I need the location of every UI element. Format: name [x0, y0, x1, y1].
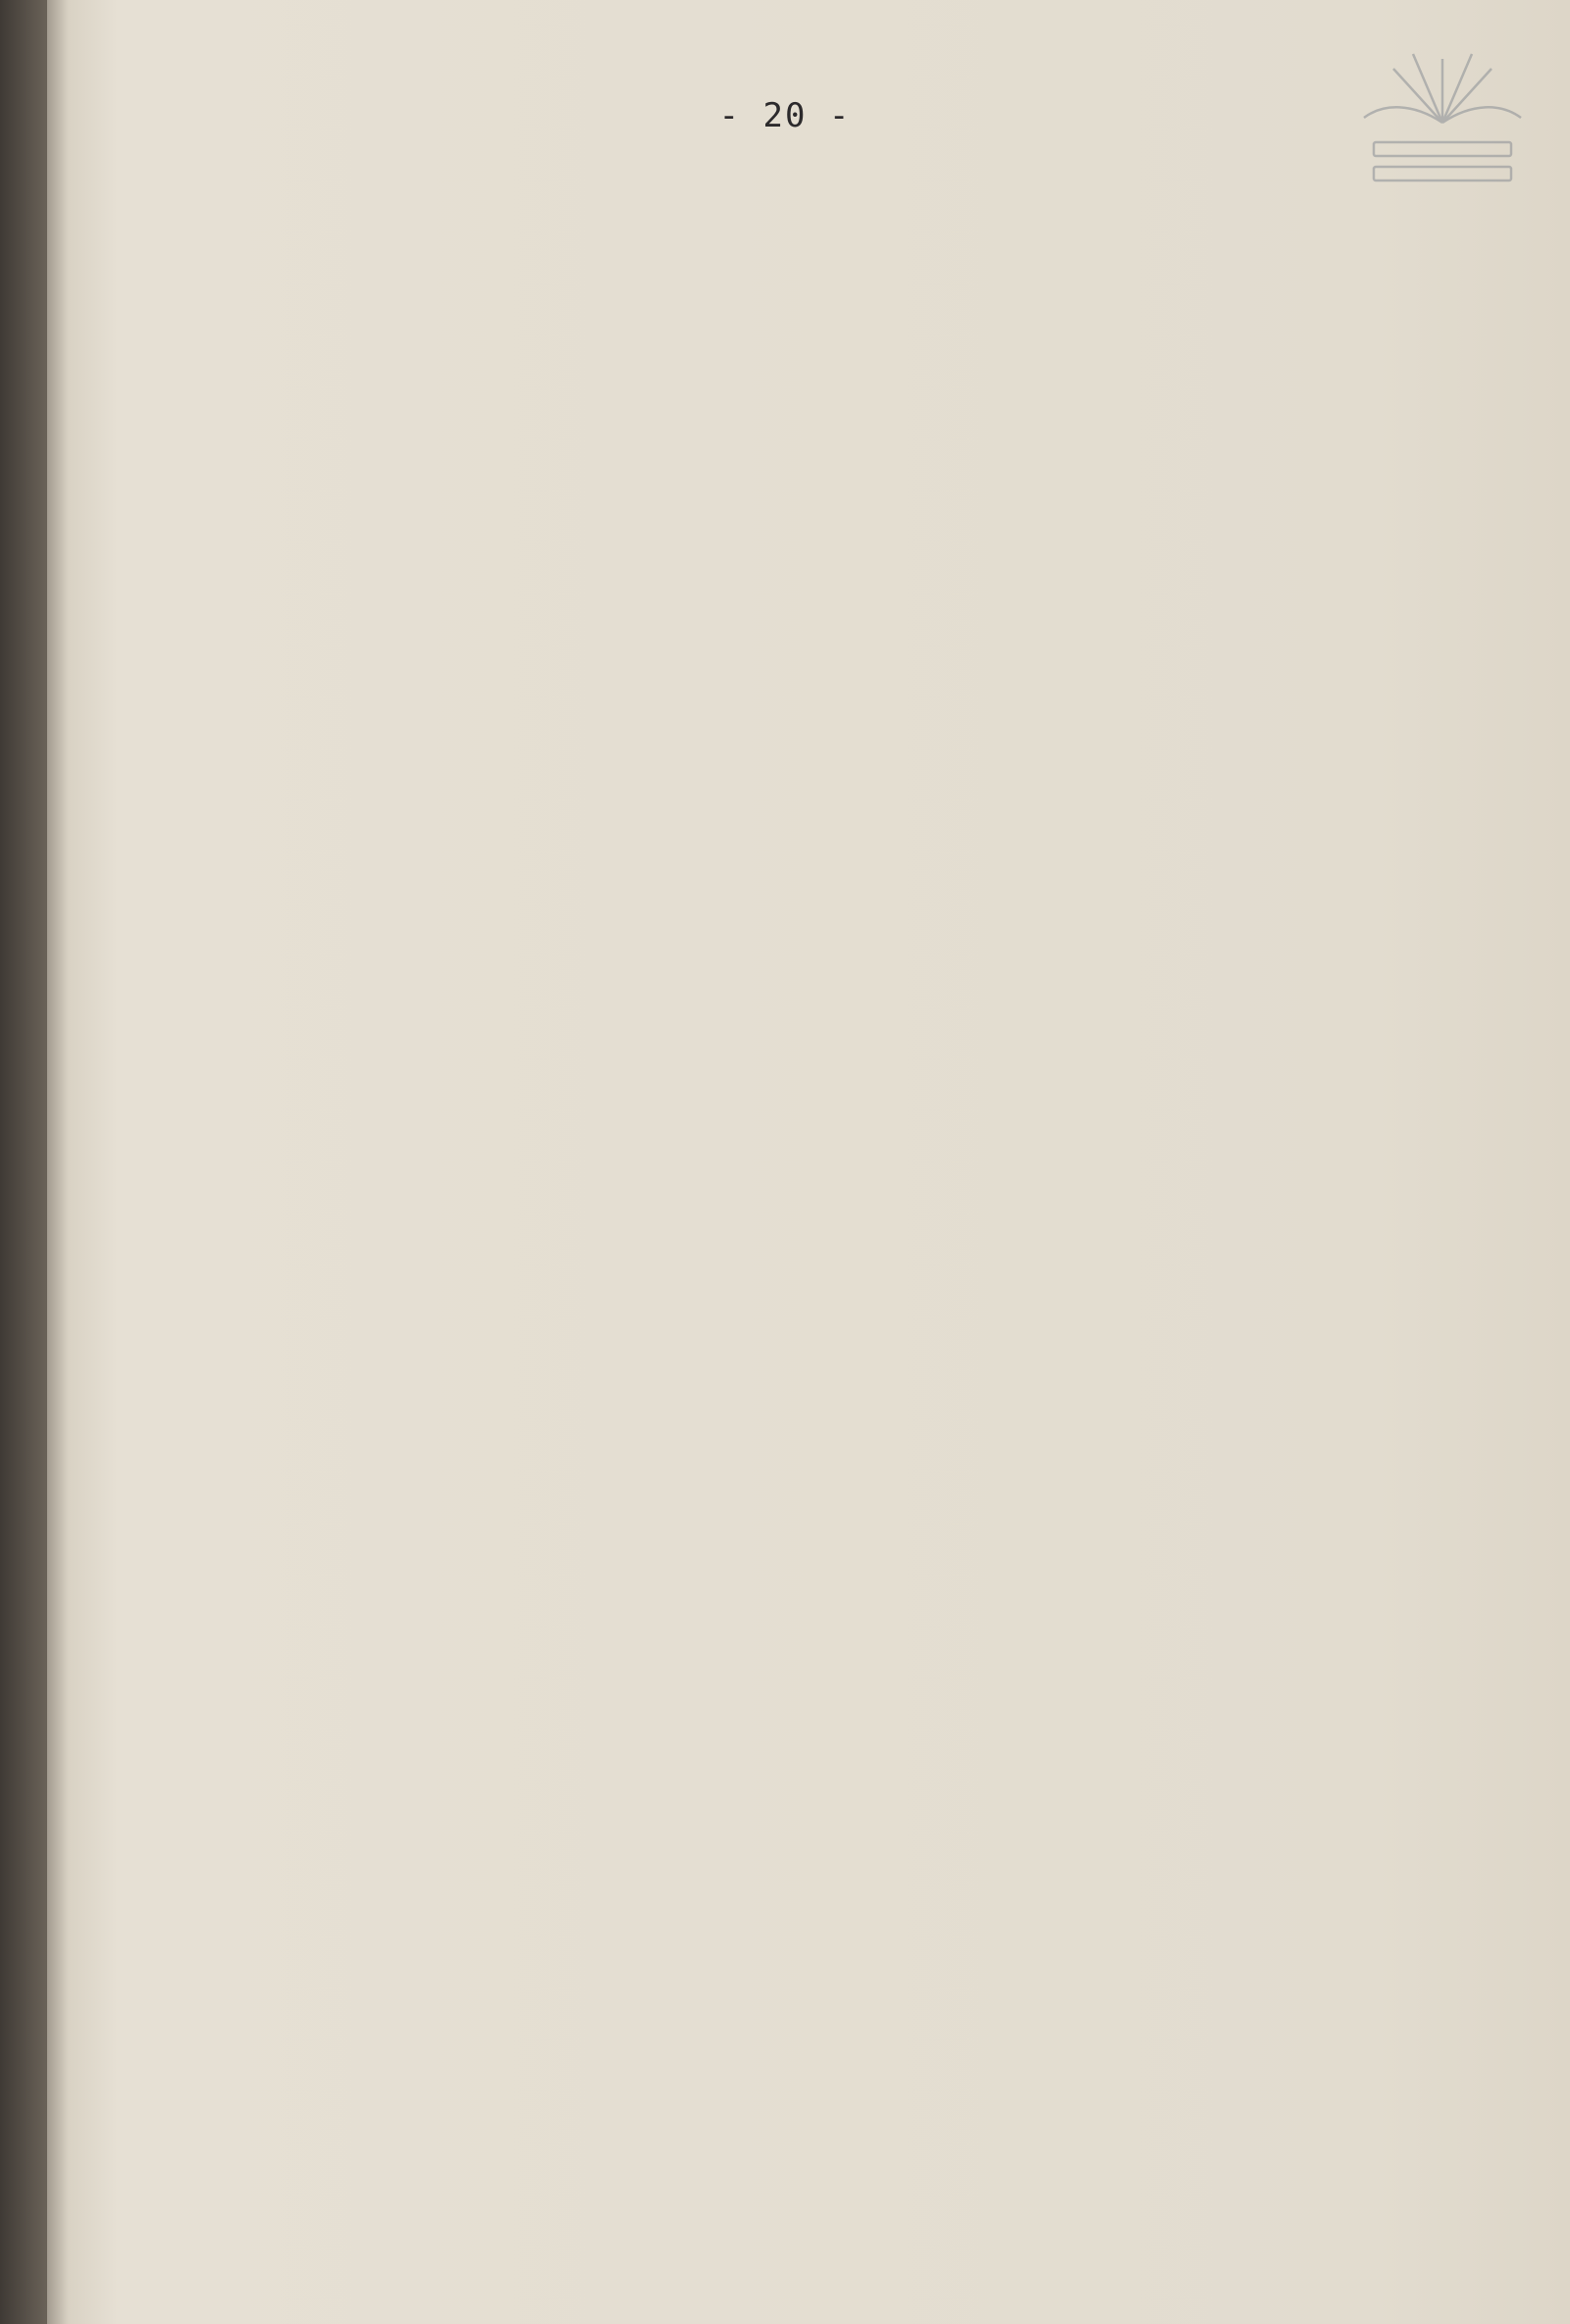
- page-binding-edge: [0, 0, 47, 2324]
- page-number: - 20 -: [718, 96, 852, 135]
